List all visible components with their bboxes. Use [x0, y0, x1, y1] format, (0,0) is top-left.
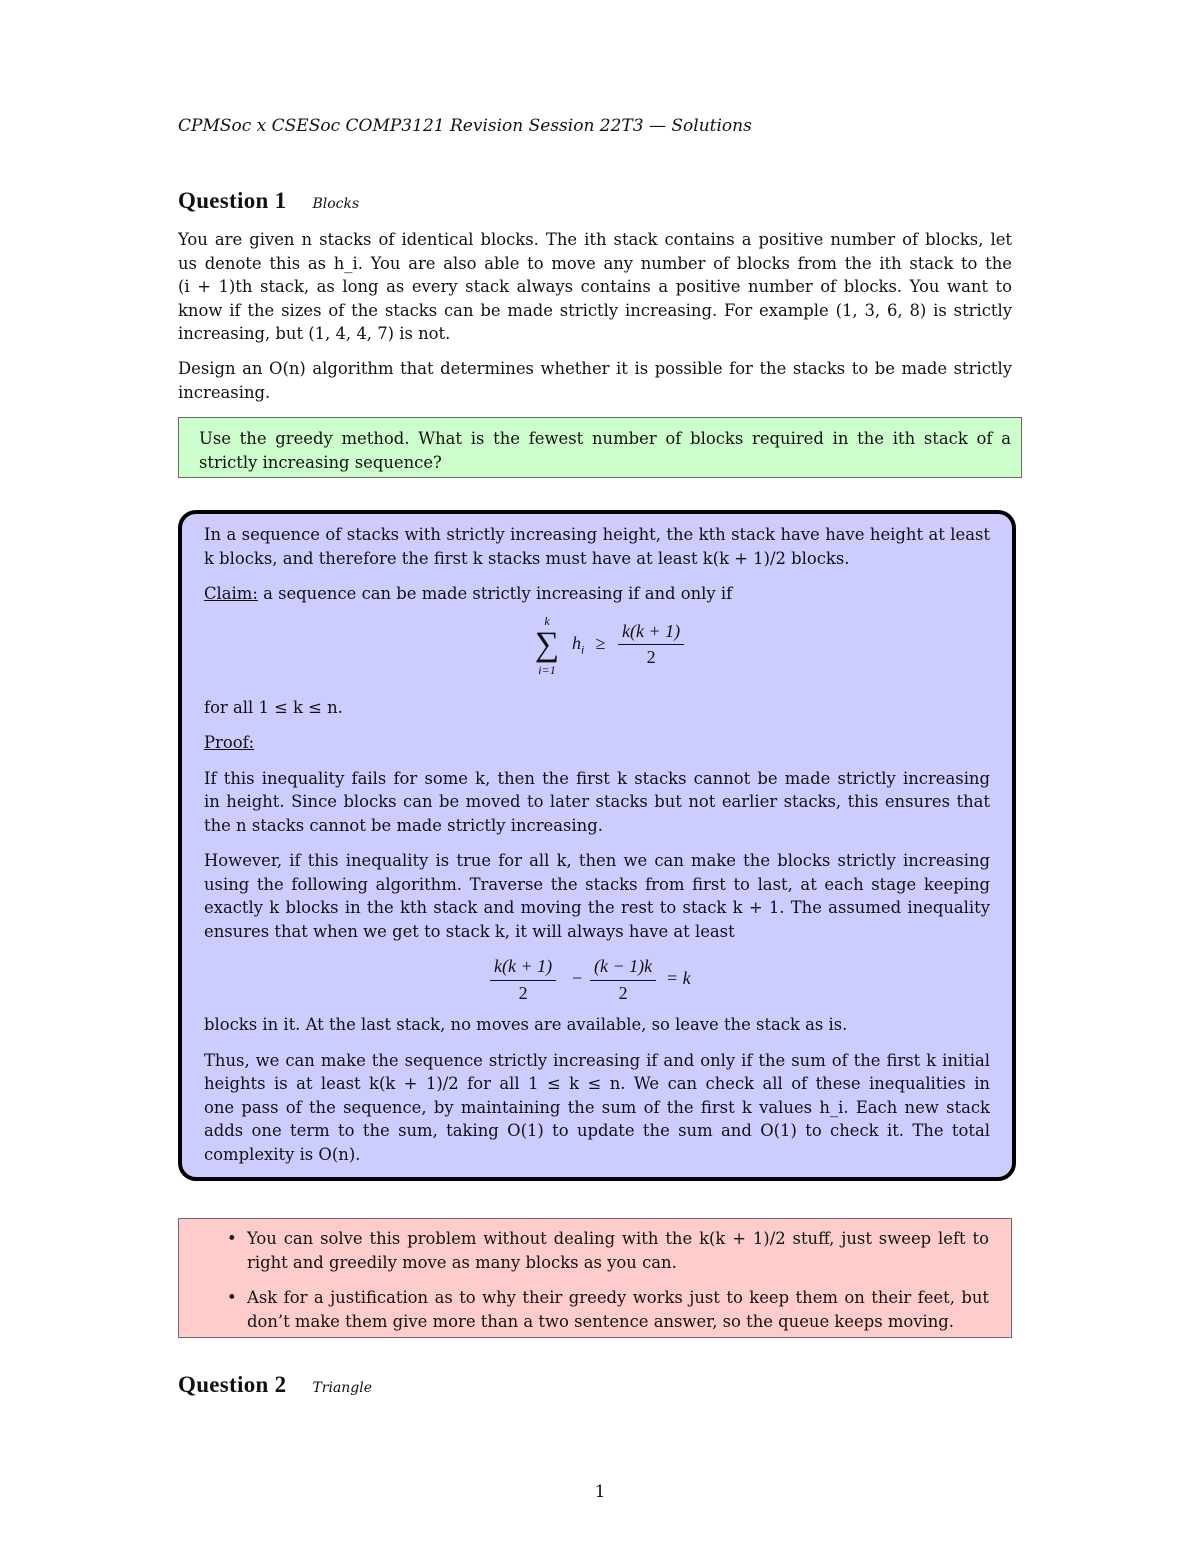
question-1-number: Question 1 [178, 188, 287, 213]
note-line: Ask for a justification as to why their greedy works just to keep them on their feet, but [247, 1288, 989, 1307]
for-all-condition: for all 1 ≤ k ≤ n. [204, 697, 343, 717]
conclusion-line: adds one term to the sum, taking O(1) to update the sum and O(1) to check it. The total [204, 1121, 990, 1140]
proof-line: using the following algorithm. Traverse the stacks from first to last, at each stage keeping [204, 874, 990, 894]
hint-line: strictly increasing sequence? [199, 452, 442, 472]
bullet-icon: • [227, 1229, 237, 1248]
proof-label: Proof: [204, 733, 255, 752]
statement-line: (i + 1)th stack, as long as every stack always contains a positive number of blocks. You want to [178, 277, 1012, 296]
conclusion-line: heights is at least k(k + 1)/2 for all 1 ≤ k ≤ n. We can check all of these inequalities in [204, 1074, 990, 1093]
statement-line: increasing, but (1, 4, 4, 7) is not. [178, 324, 451, 343]
proof-line: in height. Since blocks can be moved to later stacks but not earlier stacks, this ensures that [204, 792, 990, 811]
claim-formula [204, 606, 990, 690]
formula-fraction [618, 620, 684, 670]
formula-term: $h_i$ ≥ [572, 632, 606, 656]
bullet-icon: • [227, 1288, 237, 1307]
proof-paragraph-2 [204, 849, 990, 943]
fraction-1: $\frac{k(k + 1)}{2}$ [490, 955, 556, 1005]
after-formula-text: blocks in it. At the last stack, no moves are available, so leave the stack as is. [204, 1015, 848, 1034]
difference-formula [204, 943, 990, 1013]
sum-lower-limit: i=1 [538, 662, 556, 677]
statement-line: You are given n stacks of identical blocks. The ith stack contains a positive number of blocks, let [178, 230, 1012, 249]
note-line: don’t make them give more than a two sentence answer, so the queue keeps moving. [247, 1311, 954, 1331]
solution-box [178, 510, 1016, 1181]
task-line: increasing. [178, 382, 271, 402]
note-item [199, 1286, 989, 1333]
solution-intro [204, 523, 990, 570]
claim-text: a sequence can be made strictly increasing if and only if [263, 584, 733, 603]
conclusion-line: one pass of the sequence, by maintaining the sum of the first k values h_i. Each new stack [204, 1097, 990, 1117]
minus-sign: − [572, 968, 583, 988]
sum-upper-limit: k [544, 613, 550, 628]
task-line: Design an O(n) algorithm that determines whether it is possible for the stacks to be made strictly [178, 359, 1012, 378]
question-2-heading [178, 1372, 372, 1398]
denominator: 2 [646, 647, 656, 667]
proof-paragraph-1 [204, 767, 990, 838]
page-number: 1 [594, 1482, 606, 1502]
fraction-2: $\frac{(k - 1)k}{2}$ [590, 955, 656, 1005]
note-line: You can solve this problem without dealing with the k(k + 1)/2 stuff, just sweep left to [247, 1229, 989, 1248]
hint-line: Use the greedy method. What is the fewest number of blocks required in the ith stack of a [199, 429, 1011, 448]
proof-line: However, if this inequality is true for all k, then we can make the blocks strictly increasing [204, 851, 990, 870]
proof-line: ensures that when we get to stack k, it will always have at least [204, 921, 735, 941]
note-line: right and greedily move as many blocks as you can. [247, 1252, 677, 1272]
summation [522, 614, 572, 678]
question-1-task [178, 357, 1012, 404]
conclusion-line: complexity is O(n). [204, 1144, 361, 1164]
solution-line: k blocks, and therefore the first k stacks must have at least k(k + 1)/2 blocks. [204, 548, 850, 568]
hint-box [178, 417, 1022, 478]
running-header: CPMSoc x CSESoc COMP3121 Revision Session 22T3 — Solutions [178, 116, 752, 136]
proof-line: exactly k blocks in the kth stack and moving the rest to stack k + 1. The assumed inequality [204, 898, 990, 917]
solution-line: In a sequence of stacks with strictly increasing height, the kth stack have have height at least [204, 525, 990, 544]
question-2-number: Question 2 [178, 1372, 287, 1397]
question-1-heading [178, 188, 359, 214]
question-1-statement [178, 228, 1012, 346]
question-1-title: Blocks [312, 196, 360, 212]
conclusion-paragraph [204, 1049, 990, 1167]
equals-k: = k [666, 968, 691, 988]
statement-line: know if the sizes of the stacks can be made strictly increasing. For example (1, 3, 6, 8) is strictly [178, 300, 1012, 320]
note-item [199, 1227, 989, 1274]
proof-line: the n stacks cannot be made strictly increasing. [204, 815, 603, 835]
sigma-symbol: ∑ [534, 625, 560, 663]
claim [204, 582, 990, 606]
question-2-title: Triangle [312, 1380, 373, 1396]
statement-line: us denote this as h_i. You are also able to move any number of blocks from the ith stack to the [178, 253, 1012, 273]
numerator: k(k + 1) [618, 620, 684, 646]
claim-label: Claim: [204, 584, 258, 603]
tutor-notes-box [178, 1218, 1012, 1338]
conclusion-line: Thus, we can make the sequence strictly increasing if and only if the sum of the first k initial [204, 1050, 990, 1070]
proof-line: If this inequality fails for some k, then the first k stacks cannot be made strictly increasing [204, 768, 990, 788]
